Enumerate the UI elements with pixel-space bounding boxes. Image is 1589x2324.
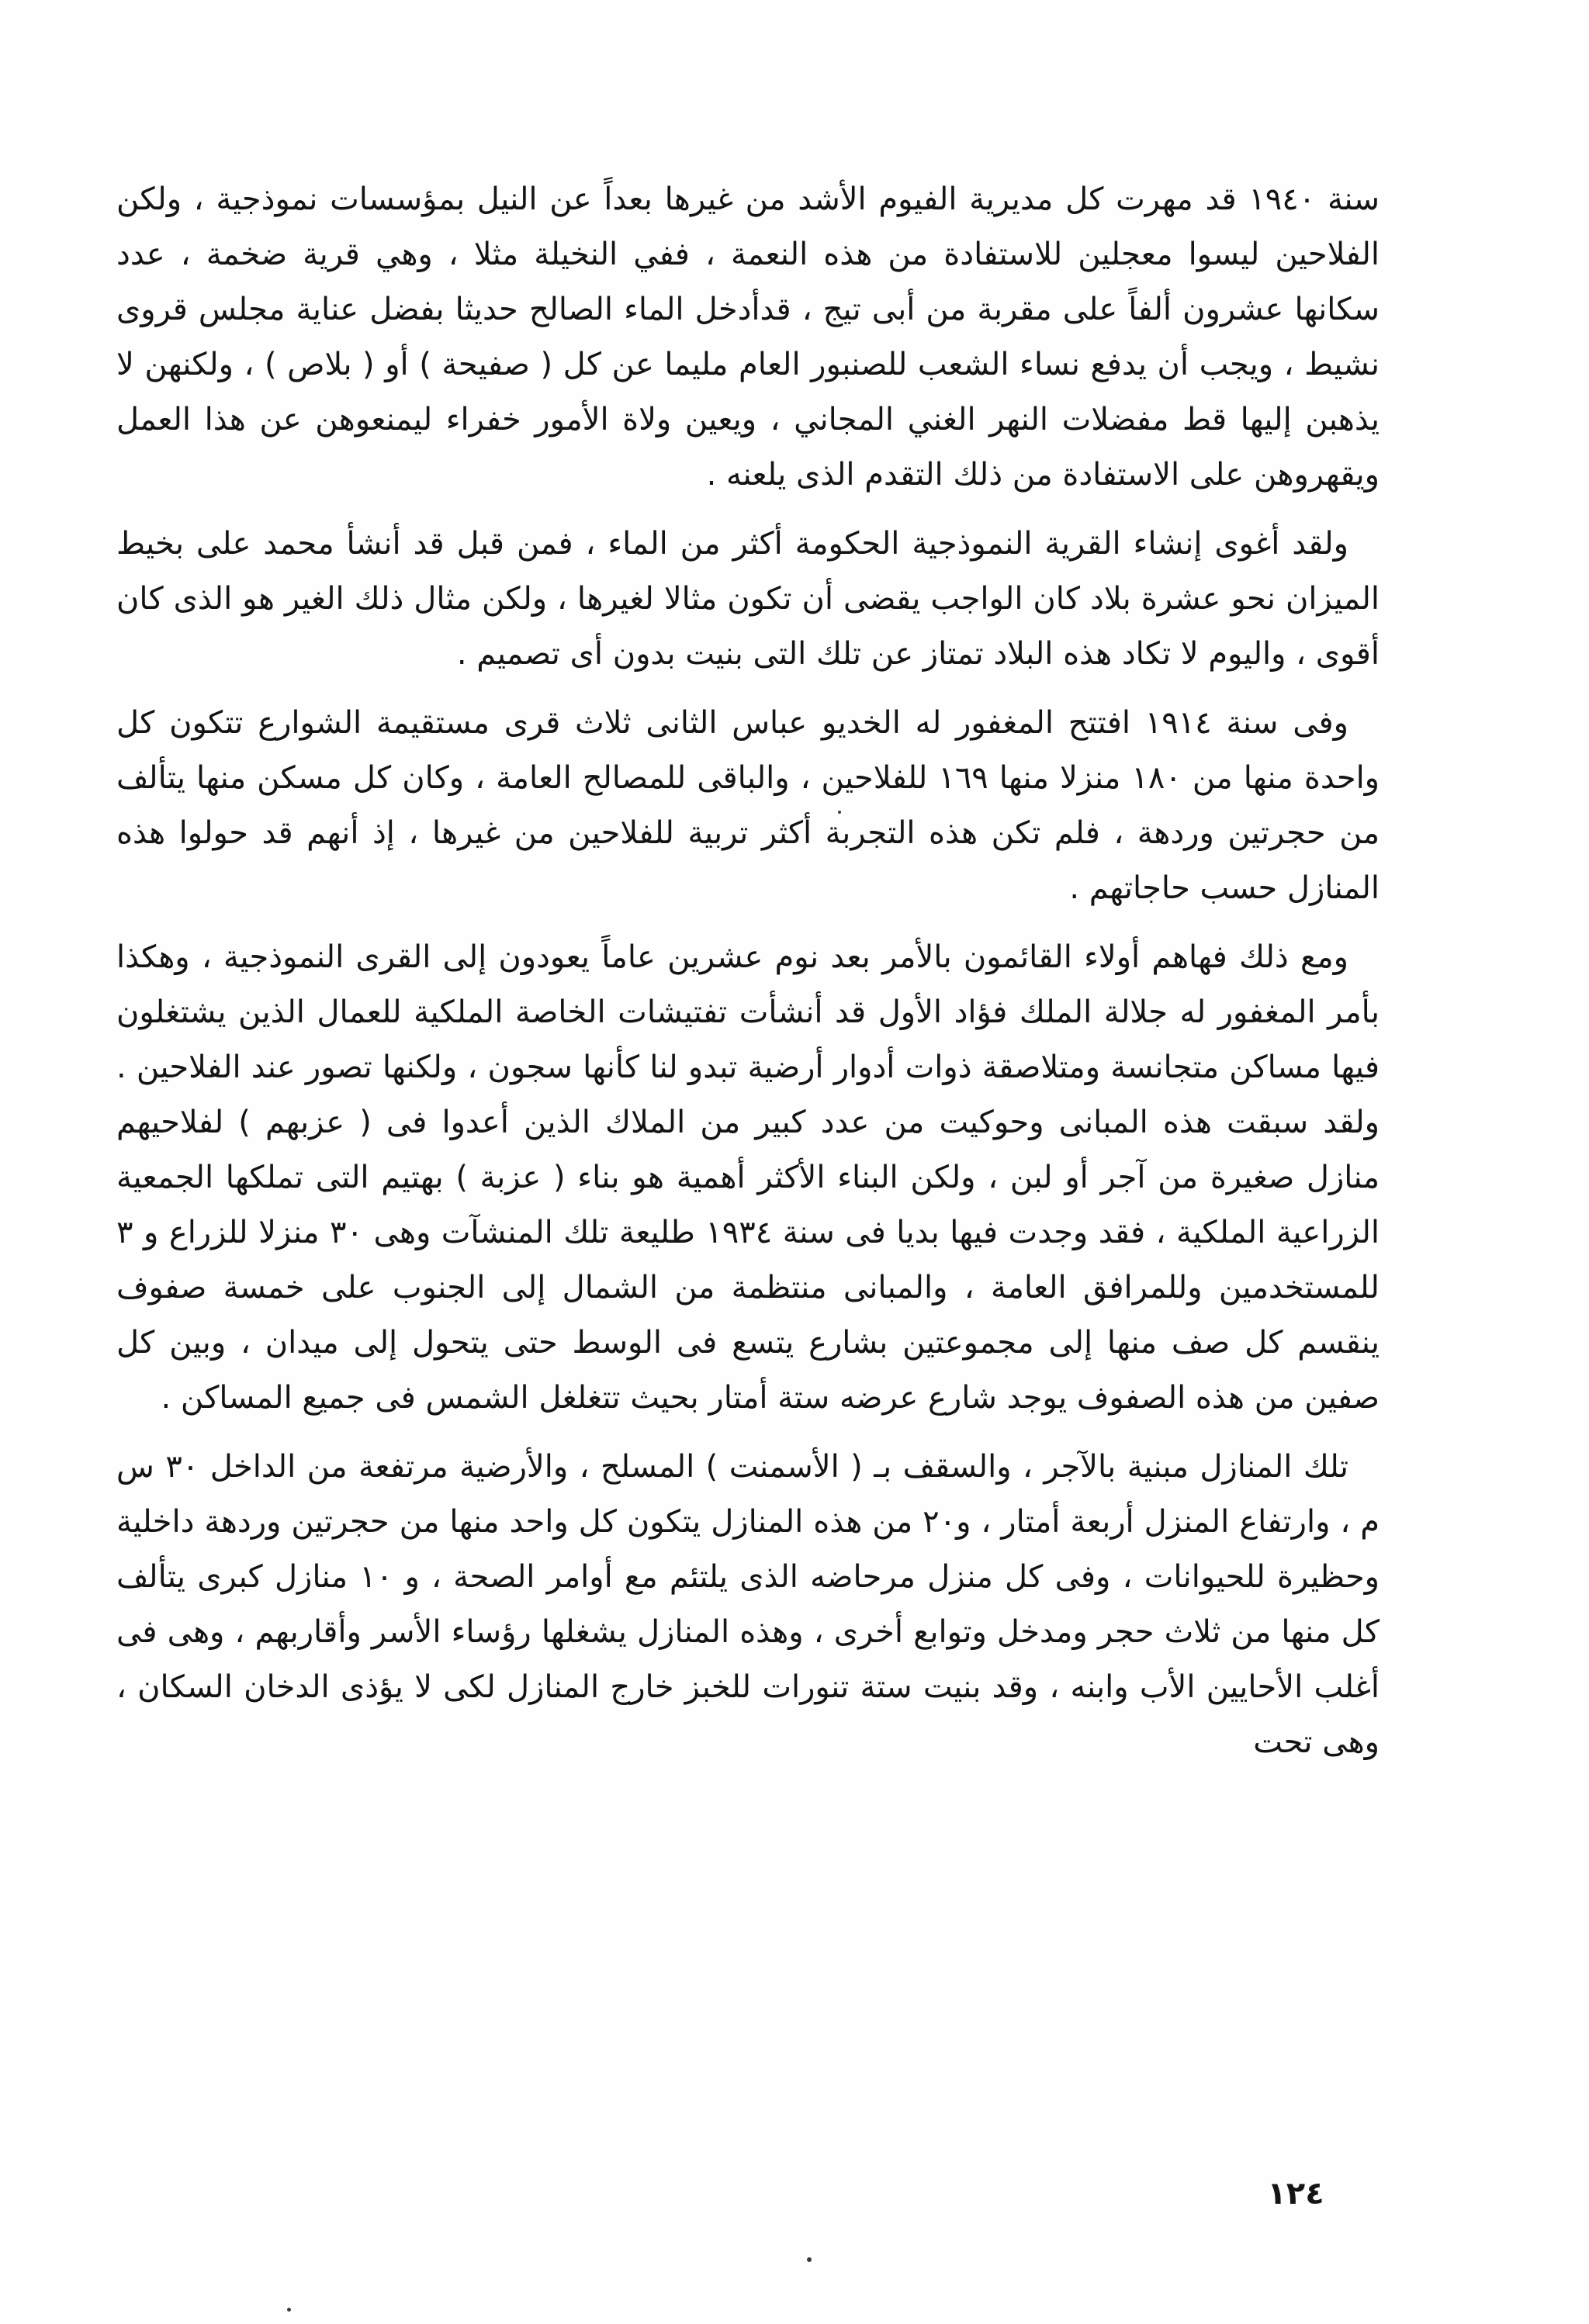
paragraph-5: تلك المنازل مبنية بالآجر ، والسقف بـ ( الأسمنت ) المسلح ، والأرضية مرتفعة من الداخل ٣٠ س م ، وارتفاع المنزل أربعة أمتار ، و٢٠ من هذه المنازل يتكون كل واحد منها من حجرتين وردهة داخلية وحظيرة للحيوانات ، وفى كل منزل مرحاضه الذى يلتئم مع أوامر الصحة ، و ١٠ منازل كبرى يتألف كل منها من ثلاث حجر ومدخل وتوابع أخرى ، وهذه المنازل يشغلها رؤساء الأسر وأقاربهم ، وهى فى أغلب الأحايين الأب وابنه ، وقد بنيت ستة تنورات للخبز خارج المنازل لكى لا يؤذى الدخان السكان ، وهى تحت bbox=[116, 1449, 1380, 1760]
paragraph-1: سنة ١٩٤٠ قد مهرت كل مديرية الفيوم الأشد من غيرها بعداً عن النيل بمؤسسات نموذجية ، ولكن الفلاحين ليسوا معجلين للاستفادة من هذه النعمة ، ففي النخيلة مثلا ، وهي قرية ضخمة ، عدد سكانها عشرون ألفاً على مقربة من أبى تيج ، قدأدخل الماء الصالح حديثا بفضل عناية مجلس قروى نشيط ، ويجب أن يدفع نساء الشعب للصنبور العام مليما عن كل ( صفيحة ) أو ( بلاص ) ، ولكنهن لا يذهبن إليها قط مفضلات النهر الغني المجاني ، ويعين ولاة الأمور خفراء ليمنعوهن عن هذا العمل ويقهروهن على الاستفادة من ذلك التقدم الذى يلعنه . bbox=[116, 182, 1380, 493]
scan-speck bbox=[838, 811, 841, 814]
paragraph-3: وفى سنة ١٩١٤ افتتح المغفور له الخديو عباس الثانى ثلاث قرى مستقيمة الشوارع تتكون كل واحدة منها من ١٨٠ منزلا منها ١٦٩ للفلاحين ، والباقى للمصالح العامة ، وكان كل مسكن منها يتألف من حجرتين وردهة ، فلم تكن هذه التجربة أكثر تربية للفلاحين من غيرها ، إذ أنهم قد حولوا هذه المنازل حسب حاجاتهم . bbox=[116, 705, 1380, 906]
page-number: ١٢٤ bbox=[1267, 2176, 1324, 2212]
paragraph-2: ولقد أغوى إنشاء القرية النموذجية الحكومة أكثر من الماء ، فمن قبل قد أنشأ محمد على بخيط الميزان نحو عشرة بلاد كان الواجب يقضى أن تكون مثالا لغيرها ، ولكن مثال ذلك الغير هو الذى كان أقوى ، واليوم لا تكاد هذه البلاد تمتاز عن تلك التى بنيت بدون أى تصميم . bbox=[116, 526, 1380, 672]
scan-speck bbox=[807, 2257, 812, 2262]
paragraph-4: ومع ذلك فهاهم أولاء القائمون بالأمر بعد نوم عشرين عاماً يعودون إلى القرى النموذجية ، وهكذا بأمر المغفور له جلالة الملك فؤاد الأول قد أنشأت تفتيشات الخاصة الملكية للعمال الذين يشتغلون فيها مساكن متجانسة ومتلاصقة ذوات أدوار أرضية تبدو لنا كأنها سجون ، ولكنها تصور عند الفلاحين . ولقد سبقت هذه المبانى وحوكيت من عدد كبير من الملاك الذين أعدوا فى ( عزبهم ) لفلاحيهم منازل صغيرة من آجر أو لبن ، ولكن البناء الأكثر أهمية هو بناء ( عزبة ) بهتيم التى تملكها الجمعية الزراعية الملكية ، فقد وجدت فيها بديا فى سنة ١٩٣٤ طليعة تلك المنشآت وهى ٣٠ منزلا للزراع و ٣ للمستخدمين وللمرافق العامة ، والمبانى منتظمة من الشمال إلى الجنوب على خمسة صفوف ينقسم كل صف منها إلى مجموعتين بشارع يتسع فى الوسط حتى يتحول إلى ميدان ، وبين كل صفين من هذه الصفوف يوجد شارع عرضه ستة أمتار بحيث تتغلغل الشمس فى جميع المساكن . bbox=[116, 939, 1380, 1416]
body-text bbox=[116, 172, 1380, 1784]
scan-speck bbox=[287, 2308, 291, 2312]
